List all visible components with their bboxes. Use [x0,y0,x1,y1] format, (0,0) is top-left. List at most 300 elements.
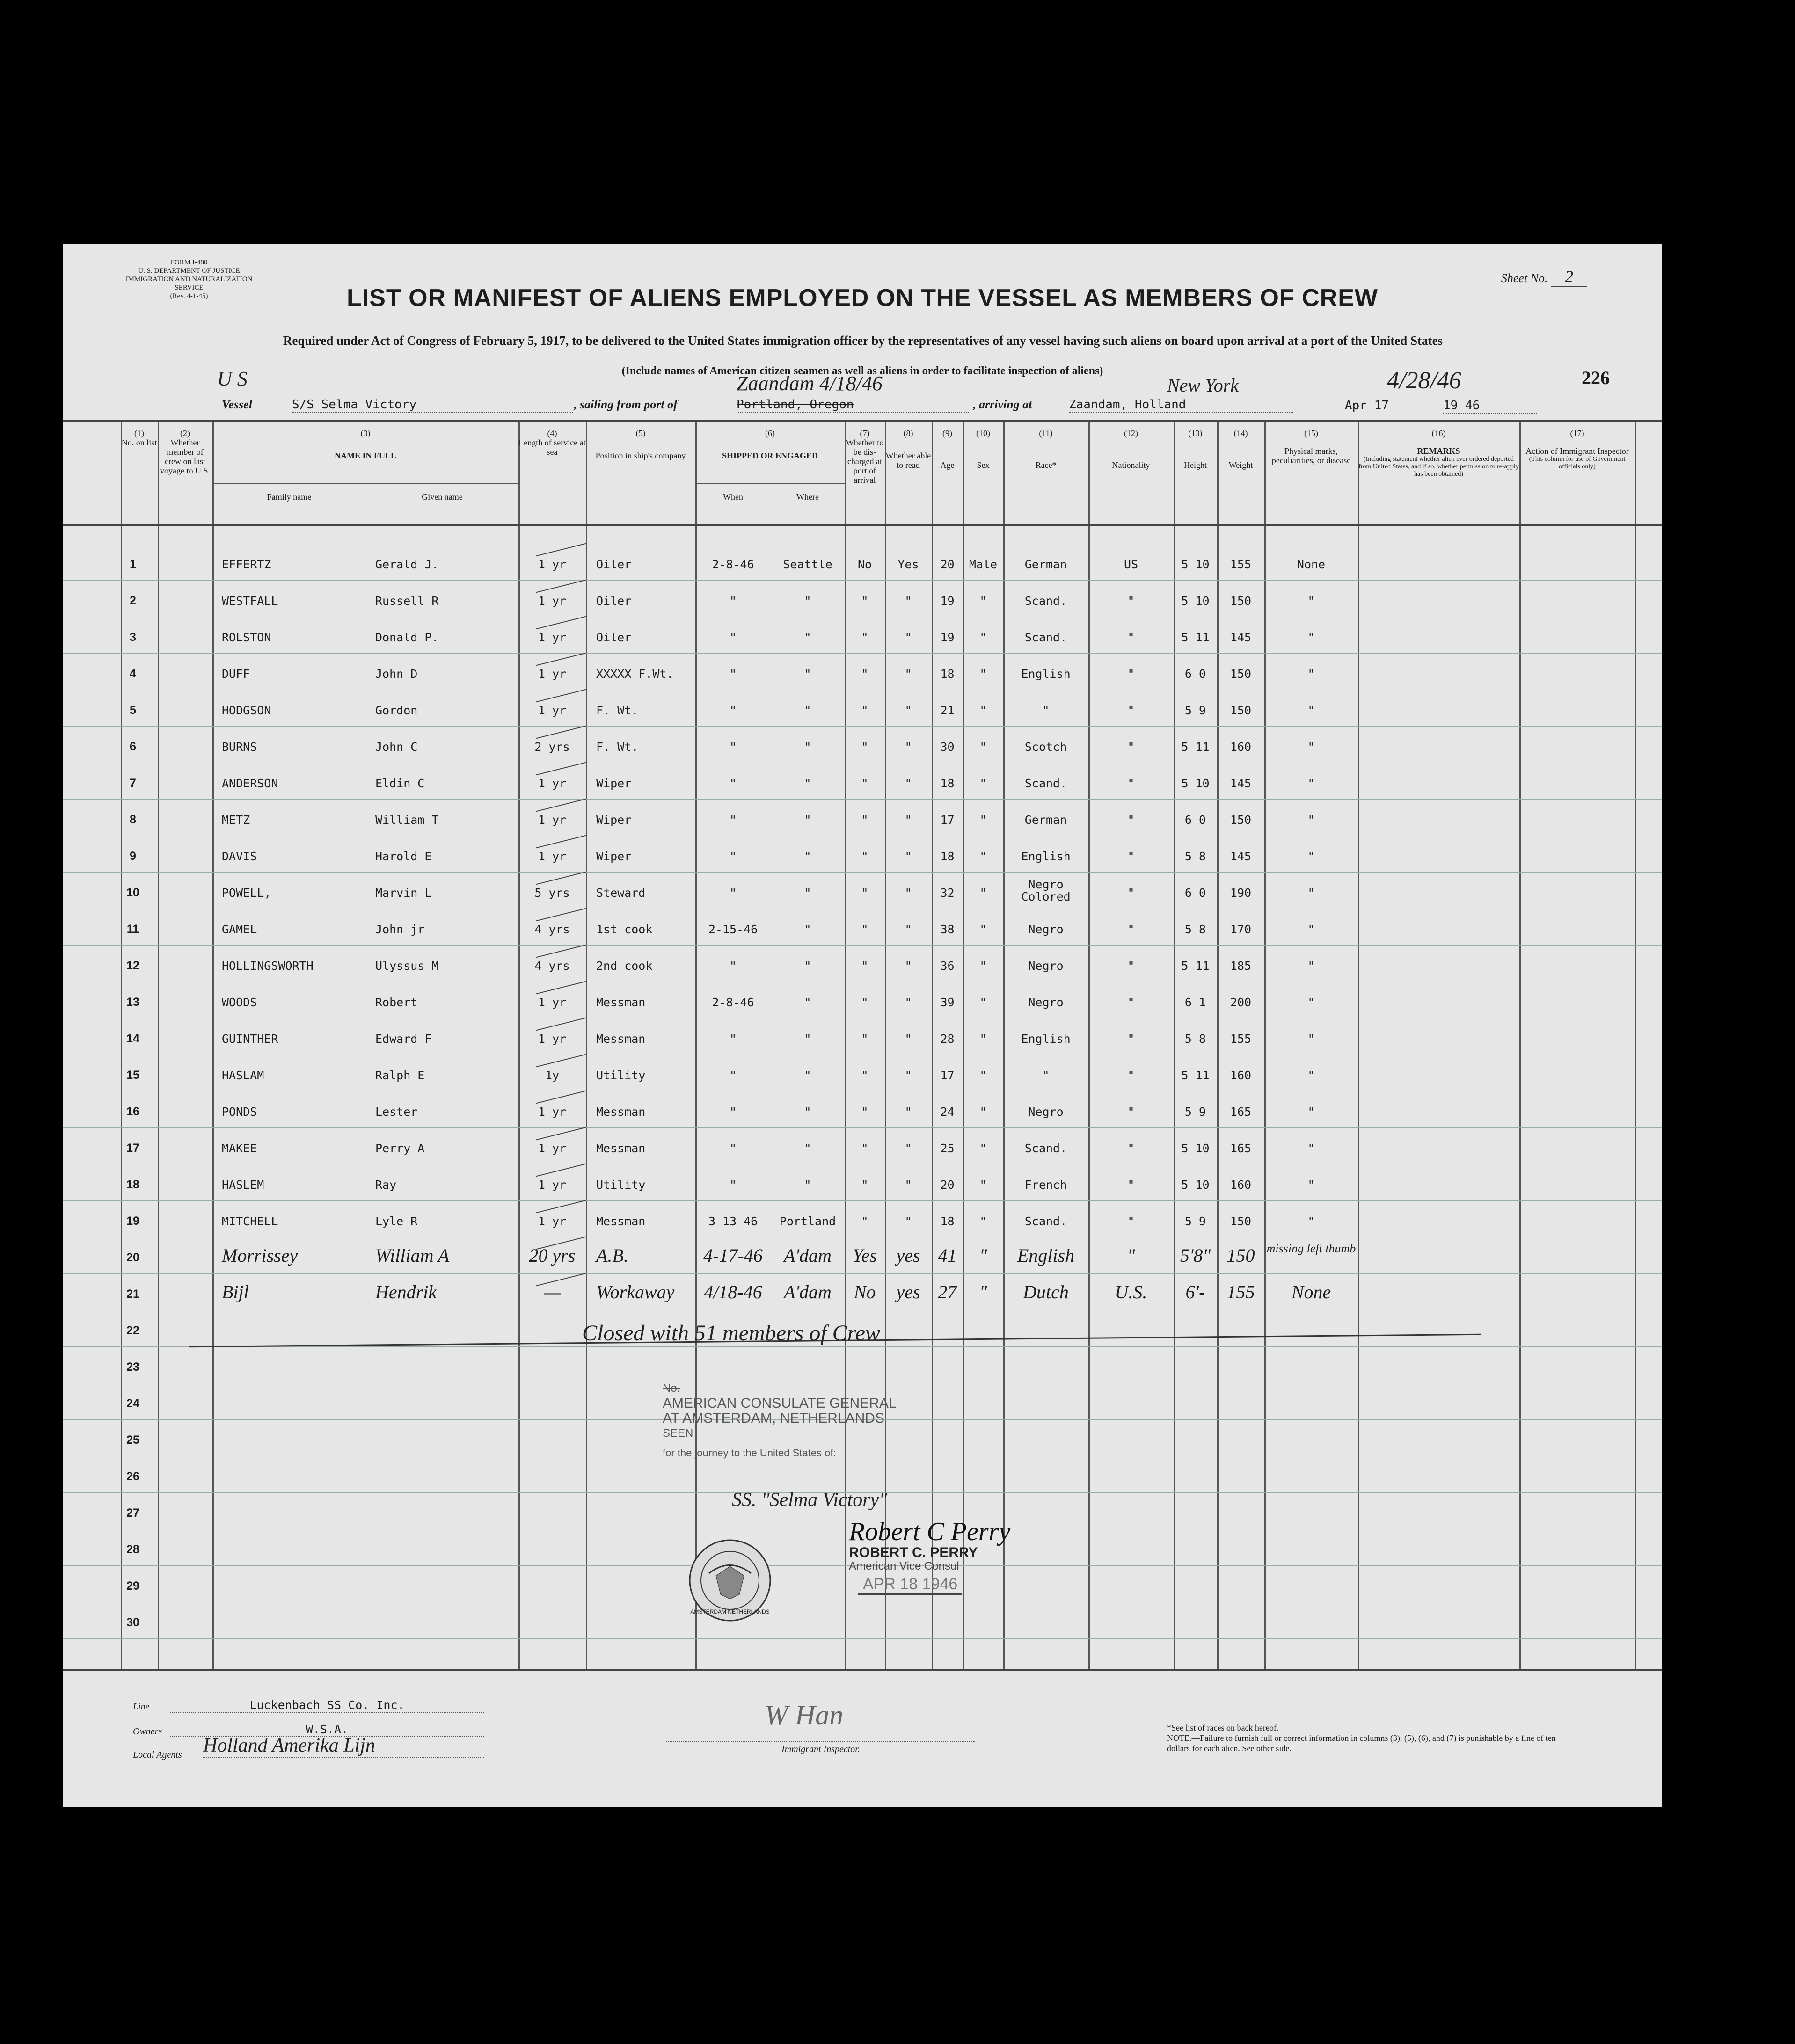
pen-check-mark [536,653,586,666]
cell-position: Oiler [596,558,632,571]
pen-check-mark [536,1164,586,1177]
cell-when: " [729,1178,737,1192]
cell-when: " [729,704,737,717]
row-number: 25 [126,1433,139,1447]
line-label: Line [133,1702,150,1712]
cell-where: " [804,959,811,973]
cell-service: 1 yr [538,1215,567,1228]
cell-marks: " [1307,1142,1315,1155]
cell-marks: " [1307,959,1315,973]
cell-when: " [729,594,737,608]
cell-given: Lyle R [375,1215,418,1228]
col1-title: No. on list [121,438,157,447]
row-rule [63,580,1662,581]
cell-service: 1 yr [538,1105,567,1119]
cell-read: " [905,886,912,900]
row-number: 28 [126,1543,139,1556]
cell-height: 5 10 [1181,1142,1210,1155]
seal-text: AMSTERDAM NETHERLANDS [690,1608,770,1615]
cell-marks: " [1307,1105,1315,1119]
cell-height: 6 1 [1184,996,1206,1009]
cell-weight: 160 [1230,740,1252,754]
cell-service: 1 yr [538,1142,567,1155]
cell-read: " [905,996,912,1009]
row-number: 18 [126,1178,139,1191]
cell-position: Wiper [596,813,632,827]
cell-service: 1 yr [538,1032,567,1046]
cell-marks: " [1307,850,1315,863]
cell-disch: " [861,996,868,1009]
cell-weight: 155 [1230,558,1252,571]
cell-disch: No [854,1281,876,1302]
col9-num: (9) [942,429,952,438]
cell-disch: " [861,1142,868,1155]
pen-check-mark [536,762,586,776]
row-number: 23 [126,1360,139,1374]
cell-marks: " [1307,1215,1315,1228]
cell-position: Workaway [596,1281,675,1302]
col6-title: SHIPPED OR ENGAGED [722,451,818,460]
cell-family: ANDERSON [222,777,278,790]
cell-age: 39 [940,996,955,1009]
col15-title: Physical marks, peculiarities, or disease [1271,446,1351,465]
cell-disch: " [861,777,868,790]
row-number: 24 [126,1397,139,1410]
cell-family: MAKEE [222,1142,257,1155]
cell-sex: " [979,923,987,936]
cell-disch: " [861,704,868,717]
cell-weight: 155 [1226,1281,1255,1302]
col6-num: (6) [765,429,775,438]
cell-height: 6 0 [1184,667,1206,681]
cell-disch: " [861,850,868,863]
sailing-from-hand: Zaandam 4/18/46 [737,372,883,395]
col2-title: Whether member of crew on last voyage to U.S. [160,438,210,475]
cell-marks: " [1307,631,1315,644]
department: U. S. DEPARTMENT OF JUSTICE [138,267,240,275]
cell-when: " [729,813,737,827]
cell-position: Wiper [596,777,632,790]
cell-where: " [804,704,811,717]
row-number: 17 [126,1142,139,1155]
closing-note: Closed with 51 members of Crew [582,1321,880,1346]
cell-position: 1st cook [596,923,653,936]
stamp-line1: AMERICAN CONSULATE GENERAL [663,1396,897,1411]
cell-height: 5 11 [1181,740,1210,754]
cell-where: " [804,1105,811,1119]
include-note: (Include names of American citizen seamen as well as aliens in order to facilitate inspection of aliens) [621,365,1103,377]
cell-read: " [905,1069,912,1082]
cell-sex: " [979,740,987,754]
cell-nat: " [1127,813,1135,827]
col17-num: (17) [1570,429,1584,438]
cell-where: " [804,1178,811,1192]
cell-race: Scotch [1024,740,1067,754]
cell-family: GUINTHER [222,1032,278,1046]
cell-family: BURNS [222,740,257,754]
cell-marks: " [1307,813,1315,827]
cell-nat: " [1127,1142,1135,1155]
col10-num: (10) [976,429,990,438]
cell-family: DAVIS [222,850,257,863]
cell-height: 5 11 [1181,631,1210,644]
cell-marks: " [1307,704,1315,717]
arriving-hand: New York [1167,375,1239,396]
cell-race: Dutch [1023,1281,1069,1302]
cell-disch: " [861,959,868,973]
col12-num: (12) [1124,429,1138,438]
cell-height: 6 0 [1184,886,1206,900]
row-rule [63,726,1662,727]
cell-family: DUFF [222,667,250,681]
cell-age: 24 [940,1105,955,1119]
row-number: 26 [126,1470,139,1483]
cell-sex: " [979,1245,987,1266]
cell-weight: 185 [1230,959,1252,973]
cell-marks: None [1297,558,1326,571]
pen-check-mark [536,543,586,557]
cell-age: 17 [940,813,955,827]
cell-height: 5 9 [1184,1215,1206,1228]
cell-service: 5 yrs [534,886,570,900]
cell-weight: 160 [1230,1069,1252,1082]
cell-age: 19 [940,594,955,608]
cell-disch: " [861,631,868,644]
pen-check-mark [536,1091,586,1104]
stamp-ship-hand: SS. "Selma Victory" [732,1489,887,1511]
cell-where: A'dam [784,1245,832,1266]
cell-read: yes [896,1245,920,1266]
revision: (Rev. 4-1-45) [170,292,208,300]
row-number: 6 [130,740,136,753]
cell-when: 4-17-46 [703,1245,763,1266]
cell-sex: " [979,1032,987,1046]
col11-header [1003,429,1088,470]
cell-age: 25 [940,1142,955,1155]
cell-age: 41 [938,1245,957,1266]
cell-nat: " [1127,886,1135,900]
cell-nat: " [1127,1245,1135,1266]
col15-num: (15) [1304,429,1318,438]
cell-marks: " [1307,923,1315,936]
cell-given: Russell R [375,594,439,608]
col16-num: (16) [1431,429,1446,438]
line-value: Luckenbach SS Co. Inc. [170,1698,484,1713]
cell-position: Utility [596,1069,646,1082]
pen-check-mark [536,1127,586,1141]
row-number: 10 [126,886,139,899]
cell-when: " [729,631,737,644]
cell-disch: " [861,594,868,608]
cell-height: 5'8" [1180,1245,1211,1266]
sheet-number [1501,267,1587,286]
col4-title: Length of service at sea [518,438,586,457]
cell-given: Gordon [375,704,418,717]
cell-where: " [804,631,811,644]
col13-num: (13) [1188,429,1203,438]
row-number: 13 [126,996,139,1009]
cell-weight: 150 [1230,594,1252,608]
cell-service: 20 yrs [529,1245,576,1266]
row-number: 29 [126,1579,139,1593]
row-rule [63,1127,1662,1128]
cell-read: " [905,1032,912,1046]
cell-height: 5 9 [1184,704,1206,717]
page-title: LIST OR MANIFEST OF ALIENS EMPLOYED ON THE VESSEL AS MEMBERS OF CREW [347,284,1378,312]
cell-given: William T [375,813,439,827]
cell-service: 1 yr [538,1178,567,1192]
cell-position: Messman [596,1142,646,1155]
pen-check-mark [536,908,586,922]
pen-check-mark [536,799,586,812]
footer-notes [1167,1723,1579,1753]
col8-num: (8) [903,429,913,438]
cell-sex: " [979,886,987,900]
row-number: 22 [126,1324,139,1337]
row-number: 20 [126,1251,139,1264]
pen-check-mark [536,689,586,703]
cell-marks: " [1307,886,1315,900]
cell-service: 1 yr [538,777,567,790]
agents-label: Local Agents [133,1750,182,1760]
cell-read: " [905,704,912,717]
cell-sex: " [979,850,987,863]
sailing-from-typed: Portland, Oregon [737,398,970,413]
pen-check-mark [536,1200,586,1214]
col17-subtitle: (This column for use of Government officials only) [1529,456,1626,470]
cell-race: Negro [1028,996,1064,1009]
cell-given: John jr [375,923,425,936]
pen-check-mark [536,981,586,995]
cell-service: 1 yr [538,594,567,608]
cell-nat: US [1124,558,1138,571]
col16-title: REMARKS [1417,446,1460,456]
stamp-journey: for the journey to the United States of: [663,1447,836,1459]
col3-title: NAME IN FULL [334,451,396,460]
cell-given: John C [375,740,418,754]
col3-header [212,429,518,460]
cell-read: " [905,667,912,681]
cell-sex: " [979,1215,987,1228]
service-name: IMMIGRATION AND NATURALIZATION SERVICE [125,276,253,291]
col4-num: (4) [547,429,557,438]
cell-age: 30 [940,740,955,754]
col1-header [121,429,158,447]
manifest-sheet [63,244,1662,1807]
cell-race: German [1024,813,1067,827]
cell-sex: Male [969,558,998,571]
cell-race: " [1042,704,1050,717]
cell-read: " [905,813,912,827]
row-number: 5 [130,704,136,717]
row-number: 7 [130,777,136,790]
vessel-label: Vessel [222,398,252,411]
cell-height: 5 8 [1184,1032,1206,1046]
cell-family: METZ [222,813,250,827]
pen-check-mark [536,726,586,739]
cell-family: ROLSTON [222,631,271,644]
cell-when: " [729,1105,737,1119]
cell-age: 18 [940,1215,955,1228]
cell-sex: " [979,1069,987,1082]
cell-read: " [905,777,912,790]
cell-marks: " [1307,667,1315,681]
cell-race: English [1021,850,1071,863]
cell-age: 28 [940,1032,955,1046]
cell-disch: No [857,558,872,571]
cell-service: — [544,1281,561,1302]
cell-nat: " [1127,1105,1135,1119]
cell-given: Ray [375,1178,397,1192]
cell-family: Bijl [222,1281,249,1302]
cell-weight: 150 [1230,1215,1252,1228]
col2-num: (2) [180,429,190,438]
cell-when: " [729,777,737,790]
cell-family: EFFERTZ [222,558,271,571]
cell-when: " [729,740,737,754]
cell-race: " [1042,1069,1050,1082]
cell-nat: U.S. [1115,1281,1147,1302]
cell-nat: " [1127,740,1135,754]
col8-title: Whether able to read [885,451,931,470]
pen-check-mark [536,580,586,593]
cell-race: Scand. [1024,777,1067,790]
cell-nat: " [1127,777,1135,790]
row-rule [63,653,1662,654]
cell-family: HASLAM [222,1069,264,1082]
cell-race: English [1021,1032,1071,1046]
col16-subtitle: (Including statement whether alien ever ordered deported from United States, and if so, whether permission to re-apply has been obtained) [1358,456,1519,478]
cell-weight: 155 [1230,1032,1252,1046]
cell-family: Morrissey [222,1245,298,1266]
cell-given: Robert [375,996,418,1009]
cell-where: Seattle [783,558,832,571]
cell-family: GAMEL [222,923,257,936]
year: 19 46 [1443,399,1537,414]
cell-service: 4 yrs [534,959,570,973]
cell-given: Donald P. [375,631,439,644]
col14-num: (14) [1233,429,1248,438]
cell-position: Utility [596,1178,646,1192]
cell-race: Negro Colored [1021,878,1071,903]
fine-note: NOTE.—Failure to furnish full or correct information in columns (3), (5), (6), and (7) is punishable by a fine of ten dollars for each alien. See other side. [1167,1733,1556,1753]
cell-marks: missing left thumb [1266,1242,1356,1255]
cell-race: Scand. [1024,631,1067,644]
col14-header [1217,429,1264,470]
cell-weight: 200 [1230,996,1252,1009]
cell-position: 2nd cook [596,959,653,973]
cell-age: 18 [940,777,955,790]
arriving-label: , arriving at [973,398,1032,411]
cell-where: " [804,923,811,936]
cell-marks: None [1291,1281,1331,1302]
cell-service: 1 yr [538,704,567,717]
cell-service: 4 yrs [534,923,570,936]
cell-age: 18 [940,667,955,681]
col6-header [695,429,845,460]
col11-title: Race* [1035,460,1057,470]
row-number: 2 [130,594,136,607]
cell-position: F. Wt. [596,704,639,717]
cell-position: Messman [596,1215,646,1228]
col12-title: Nationality [1112,460,1150,470]
cell-read: " [905,1215,912,1228]
crew-table [63,420,1662,1671]
col2-header [158,429,212,475]
cell-position: A.B. [596,1245,628,1266]
row-number: 27 [126,1506,139,1520]
col7-title: Whether to be dis-charged at port of arrival [846,438,884,485]
row-rule [63,799,1662,800]
when-header: When [723,492,743,502]
cell-position: Steward [596,886,646,900]
col5-header [586,429,695,460]
cell-nat: " [1127,631,1135,644]
col11-num: (11) [1039,429,1053,438]
form-number: FORM I-480 [170,259,208,266]
cell-family: HODGSON [222,704,271,717]
family-name-header: Family name [267,492,312,502]
cell-when: 4/18-46 [704,1281,762,1302]
cell-read: " [905,631,912,644]
cell-read: Yes [898,558,919,571]
row-rule [63,945,1662,946]
given-name-header: Given name [422,492,463,502]
cell-read: " [905,1142,912,1155]
cell-nat: " [1127,1215,1135,1228]
cell-read: yes [896,1281,920,1302]
cell-race: Scand. [1024,1142,1067,1155]
cell-service: 1 yr [538,631,567,644]
cell-weight: 170 [1230,923,1252,936]
cell-height: 5 11 [1181,959,1210,973]
cell-age: 18 [940,850,955,863]
col5-num: (5) [635,429,646,438]
pen-check-mark [536,872,586,885]
cell-read: " [905,1178,912,1192]
row-number: 1 [130,558,136,571]
cell-age: 27 [938,1281,957,1302]
cell-position: Wiper [596,850,632,863]
row-number: 30 [126,1616,139,1629]
row-number: 12 [126,959,139,972]
page-number: 226 [1582,367,1610,388]
cell-given: Ulyssus M [375,959,439,973]
cell-height: 5 10 [1181,777,1210,790]
sheet-number-value: 2 [1551,267,1587,287]
cell-where: " [804,667,811,681]
cell-nat: " [1127,996,1135,1009]
cell-marks: " [1307,1032,1315,1046]
cell-read: " [905,850,912,863]
row-number: 21 [126,1288,139,1301]
cell-race: Negro [1028,959,1064,973]
cell-nat: " [1127,850,1135,863]
cell-given: Ralph E [375,1069,425,1082]
cell-nat: " [1127,667,1135,681]
cell-service: 1 yr [538,667,567,681]
cell-service: 1 yr [538,850,567,863]
cell-weight: 190 [1230,886,1252,900]
where-header: Where [796,492,819,502]
col4-header [518,429,586,457]
sheet-label: Sheet No. [1501,271,1548,285]
cell-given: Eldin C [375,777,425,790]
row-rule [63,1638,1662,1639]
row-number: 3 [130,631,136,644]
cell-sex: " [979,704,987,717]
cell-sex: " [979,1105,987,1119]
